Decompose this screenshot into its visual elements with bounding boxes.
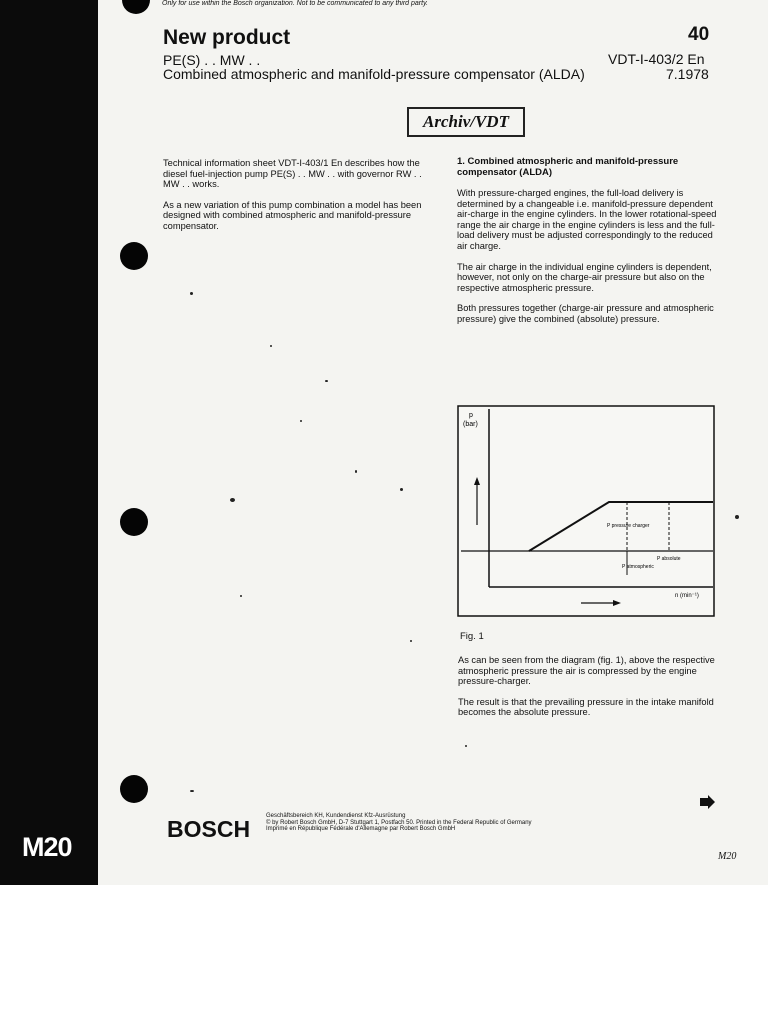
speck: [355, 470, 357, 473]
speck: [190, 790, 194, 792]
pressure-diagram: [457, 405, 715, 617]
speck: [270, 345, 272, 347]
strip-label: M20: [22, 832, 72, 862]
punch-hole: [120, 242, 148, 270]
speck: [230, 498, 235, 502]
section-heading: 1. Combined atmospheric and manifold-pressure compensator (ALDA): [457, 156, 679, 178]
subtitle-pump: PE(S) . . MW . .: [163, 52, 261, 68]
footer-line: Imprimé en République Fédérale d'Allemagne par Robert Bosch GmbH: [266, 826, 456, 833]
speck: [465, 745, 467, 747]
speck: [190, 292, 193, 295]
punch-hole: [120, 775, 148, 803]
confidential-notice: Only for use within the Bosch organization. Not to be communicated to any third party.: [162, 0, 429, 7]
subtitle-description: Combined atmospheric and manifold-pressure compensator (ALDA): [163, 66, 585, 82]
speck: [410, 640, 412, 642]
footer-line: © by Robert Bosch GmbH, D-7 Stuttgart 1, Postfach 50. Printed in the Federal Republic of Germany: [266, 819, 532, 826]
punch-hole: [122, 0, 150, 14]
right-column: [457, 157, 719, 335]
atmospheric-label: P atmospheric: [622, 564, 654, 570]
speck: [735, 515, 739, 519]
paragraph: The result is that the prevailing pressure in the intake manifold becomes the absolute pressure.: [458, 696, 714, 718]
diagram-frame: [458, 406, 714, 616]
arrow-icon: [700, 795, 716, 809]
left-column: [163, 158, 425, 242]
paragraph: With pressure-charged engines, the full-load delivery is determined by a changeable i.e. manifold-pressure dependent air-charge in the engine cylinders. In the lower rotational-speed range the air charge in the engine cylinders is less and the full-load delivery must be adjusted correspondingly to the reduced air charge.: [457, 188, 717, 251]
intro-paragraph: Technical information sheet VDT-I-403/1 En describes how the diesel fuel-injection pump PE(S) . . MW . . with governor RW . . MW . . works.: [163, 158, 422, 190]
speck: [400, 488, 403, 491]
y-axis-label: p: [469, 412, 473, 419]
conclusion-column: [458, 655, 720, 728]
speck: [240, 595, 242, 597]
punch-hole: [120, 508, 148, 536]
footer-imprint: [266, 813, 532, 833]
speck: [325, 380, 328, 382]
date: 7.1978: [666, 66, 709, 82]
bosch-logo: BOSCH: [167, 816, 251, 842]
document-number: 40: [688, 24, 710, 45]
page-title: New product: [163, 26, 291, 49]
footer-line: Geschäftsbereich KH, Kundendienst Kfz-Ausrüstung: [266, 813, 406, 819]
charger-label: P pressure charger: [607, 523, 650, 529]
reference-number: VDT-I-403/2 En: [608, 51, 705, 67]
y-axis-unit: (bar): [463, 421, 478, 428]
absolute-label: P absolute: [657, 556, 681, 562]
paragraph: As can be seen from the diagram (fig. 1), above the respective atmospheric pressure the air is compressed by the engine pressure-charger.: [458, 655, 715, 687]
paragraph: Both pressures together (charge-air pressure and atmospheric pressure) give the combined (absolute) pressure.: [457, 303, 714, 324]
page-reference: M20: [718, 851, 737, 862]
speck: [300, 420, 302, 422]
x-axis-label: n (min⁻¹): [675, 593, 699, 599]
figure-caption: Fig. 1: [460, 631, 484, 642]
archive-stamp: Archiv/VDT: [407, 107, 525, 137]
paragraph: The air charge in the individual engine cylinders is dependent, however, not only on the charge-air pressure but also on the respective atmospheric pressure.: [457, 261, 712, 293]
binder-strip: [0, 0, 98, 885]
variation-paragraph: As a new variation of this pump combination a model has been designed with combined atmospheric and manifold-pressure compensator.: [163, 199, 422, 231]
